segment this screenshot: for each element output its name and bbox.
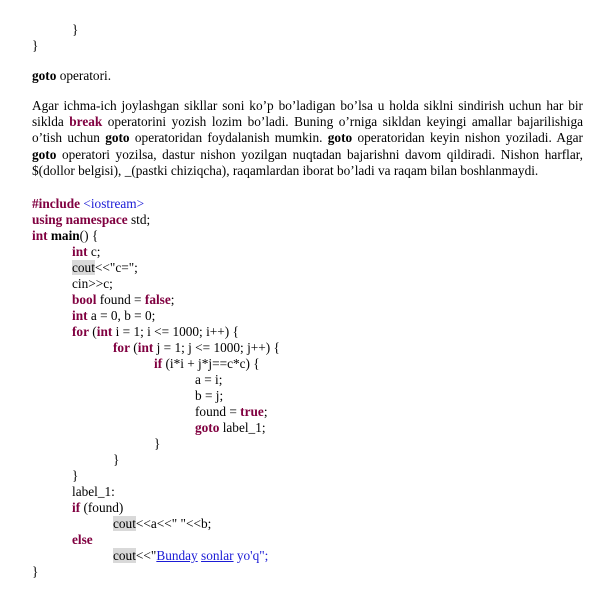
code-line: using namespace std; <box>32 212 151 227</box>
code-line: label_1: <box>72 484 115 499</box>
code-line: found = true; <box>195 404 268 419</box>
code-line: else <box>72 532 93 547</box>
code-line: for (int j = 1; j <= 1000; j++) { <box>113 340 280 355</box>
code-line: cout<<"c="; <box>72 260 138 275</box>
code-line: } <box>32 564 39 579</box>
code-line: cin>>c; <box>72 276 113 291</box>
code-line: b = j; <box>195 388 224 403</box>
code-line: #include <iostream> <box>32 196 145 211</box>
code-line: int a = 0, b = 0; <box>72 308 156 323</box>
code-line: cout<<a<<" "<<b; <box>113 516 212 531</box>
code-line: int c; <box>72 244 101 259</box>
section-heading: goto operatori. <box>32 68 112 83</box>
code-line: } <box>72 468 79 483</box>
code-line: cout<<"Bunday sonlar yo'q"; <box>113 548 269 563</box>
code-line: goto label_1; <box>195 420 266 435</box>
code-line: a = i; <box>195 372 223 387</box>
code-line: bool found = false; <box>72 292 175 307</box>
code-brace: } <box>72 22 79 37</box>
code-line: } <box>113 452 120 467</box>
body-paragraph: Agar ichma-ich joylashgan sikllar soni ko’p bo’ladigan bo’lsa u holda siklni sindirish uchun har bir siklda break operatorini yozish lozim bo’ladi. Buning o’rniga sikldan keyingi amallar bajarilishiga o’tish uchun goto operatoridan foydalanish mumkin. goto operatoridan keyin nishon yoziladi. Agar goto operatori yozilsa, dastur nishon yozilgan nuqtadan bajarishni davom qildiradi. Nishon harflar, $(dollor belgisi), _(pastki chiziqcha), raqamlardan iborat bo’ladi va raqam bilan boshlanmaydi. <box>32 98 583 178</box>
code-brace: } <box>32 38 39 53</box>
code-line: if (i*i + j*j==c*c) { <box>154 356 260 371</box>
code-line: for (int i = 1; i <= 1000; i++) { <box>72 324 239 339</box>
code-line: if (found) <box>72 500 124 515</box>
code-line: int main() { <box>32 228 99 243</box>
code-line: } <box>154 436 161 451</box>
